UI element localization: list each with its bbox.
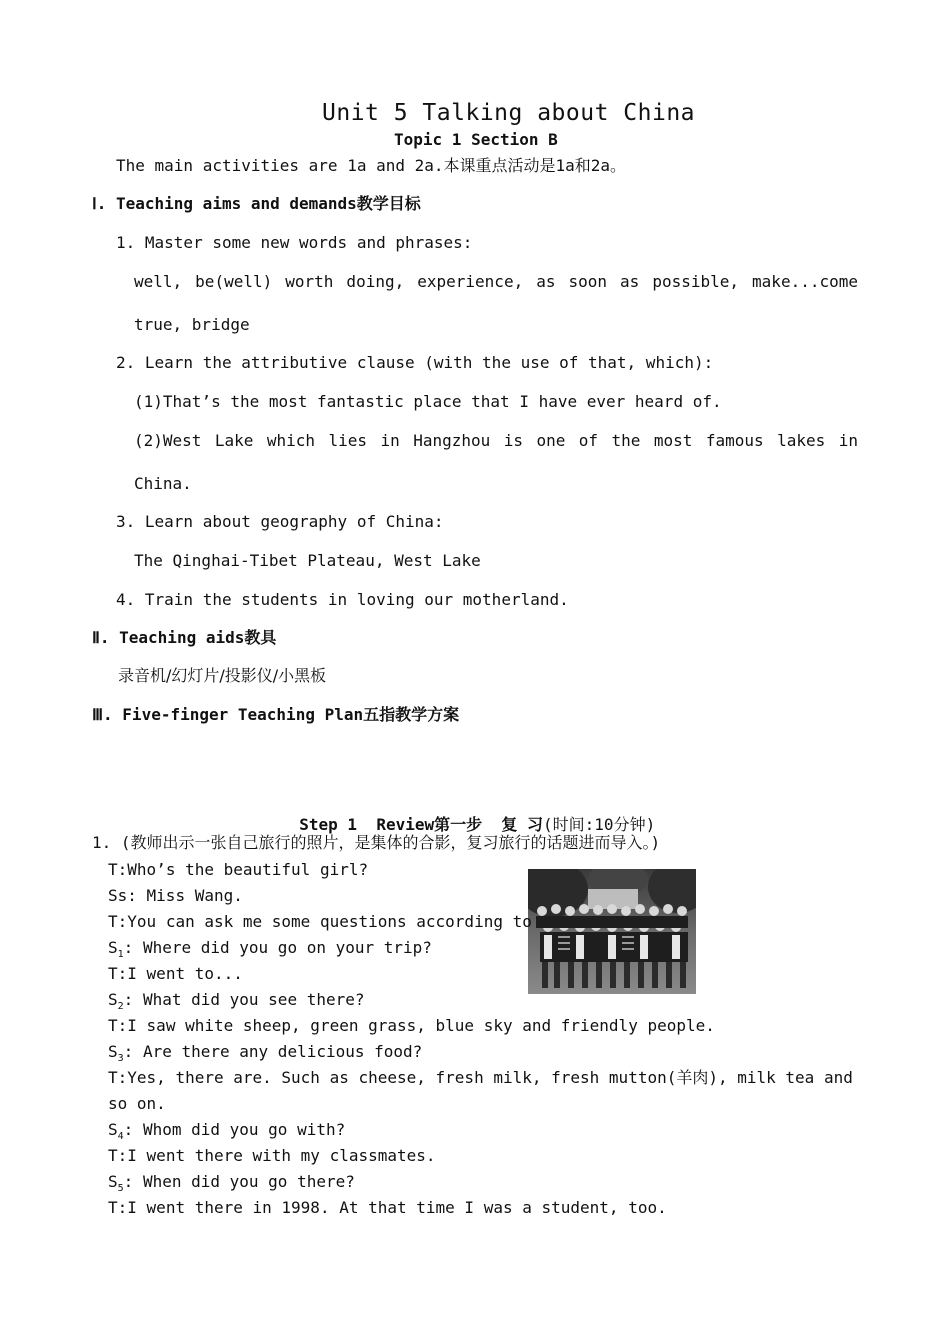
section-heading-plan: Ⅲ. Five-finger Teaching Plan五指教学方案 [92, 705, 460, 724]
dialogue-line [108, 1094, 166, 1114]
section-heading-aims: Ⅰ. Teaching aims and demands教学目标 [92, 194, 421, 213]
aim-item-4: 4. Train the students in loving our motherland. [116, 590, 569, 609]
step-instruction: 1. (教师出示一张自己旅行的照片，是集体的合影，复习旅行的话题进而导入。) [92, 833, 661, 852]
dialogue-colon: : [123, 938, 134, 957]
dialogue-speaker-number: 2 [117, 1001, 124, 1013]
dialogue-speaker: T [108, 1068, 118, 1087]
dialogue-line [108, 886, 243, 906]
dialogue-colon: : [127, 886, 137, 905]
dialogue-line [108, 860, 368, 880]
dialogue-text: What did you see there? [133, 990, 365, 1009]
dialogue-text: so on. [108, 1094, 166, 1113]
group-photo [528, 869, 696, 994]
dialogue-speaker: Ss [108, 886, 128, 905]
dialogue-text: I went to... [127, 964, 243, 983]
page-subtitle: Topic 1 Section B [394, 130, 558, 149]
dialogue-line [108, 1172, 355, 1199]
dialogue-colon: : [117, 1198, 128, 1217]
aim-item-2-example-2: (2)West Lake which lies in Hangzhou is one of the most famous lakes in [134, 431, 858, 450]
dialogue-text: I went there with my classmates. [127, 1146, 436, 1165]
dialogue-speaker: T [108, 1198, 118, 1217]
step-heading [280, 795, 655, 835]
dialogue-colon: : [117, 964, 128, 983]
dialogue-speaker-number: 5 [117, 1183, 124, 1195]
dialogue-speaker: T [108, 1016, 118, 1035]
dialogue-line [108, 1198, 667, 1218]
dialogue-speaker: S [108, 1172, 118, 1191]
dialogue-speaker: S [108, 1042, 118, 1061]
dialogue-text: When did you go there? [133, 1172, 355, 1191]
dialogue-colon: : [117, 1068, 128, 1087]
aim-item-1-words-cont: true, bridge [134, 315, 250, 334]
aids-content: 录音机/幻灯片/投影仪/小黑板 [118, 666, 327, 685]
dialogue-colon: : [123, 1172, 134, 1191]
dialogue-speaker: T [108, 1146, 118, 1165]
step-heading-label: Step 1 Review第一步 复 习 [299, 815, 544, 834]
dialogue-line [108, 990, 365, 1017]
dialogue-text: I saw white sheep, green grass, blue sky and friendly people. [127, 1016, 715, 1035]
dialogue-colon: : [123, 1042, 134, 1061]
dialogue-text: Where did you go on your trip? [133, 938, 432, 957]
dialogue-speaker: T [108, 964, 118, 983]
dialogue-speaker: S [108, 990, 118, 1009]
section-heading-aids: Ⅱ. Teaching aids教具 [92, 628, 277, 647]
dialogue-line [108, 1042, 422, 1069]
dialogue-line [108, 912, 532, 932]
aim-item-1: 1. Master some new words and phrases: [116, 233, 473, 252]
dialogue-text: Miss Wang. [136, 886, 243, 905]
aim-item-2-example-2-cont: China. [134, 474, 192, 493]
dialogue-text: Are there any delicious food? [133, 1042, 423, 1061]
dialogue-speaker-number: 4 [117, 1131, 124, 1143]
dialogue-colon: : [117, 860, 128, 879]
dialogue-speaker-number: 1 [117, 949, 124, 961]
dialogue-text: I went there in 1998. At that time I was a student, too. [127, 1198, 667, 1217]
aim-item-2: 2. Learn the attributive clause (with the use of that, which): [116, 353, 714, 372]
dialogue-line [108, 1146, 436, 1166]
dialogue-speaker: T [108, 912, 118, 931]
aim-item-3-detail: The Qinghai-Tibet Plateau, West Lake [134, 551, 481, 570]
dialogue-speaker: S [108, 1120, 118, 1139]
step-heading-time: (时间:10分钟) [543, 815, 656, 834]
dialogue-speaker-number: 3 [117, 1053, 124, 1065]
page-title: Unit 5 Talking about China [322, 100, 696, 126]
dialogue-line [108, 1016, 715, 1036]
dialogue-colon: : [123, 990, 134, 1009]
dialogue-colon: : [117, 912, 128, 931]
dialogue-line [108, 938, 432, 965]
dialogue-colon: : [123, 1120, 134, 1139]
dialogue-text: Who’s the beautiful girl? [127, 860, 369, 879]
dialogue-speaker: S [108, 938, 118, 957]
aim-item-3: 3. Learn about geography of China: [116, 512, 444, 531]
dialogue-speaker: T [108, 860, 118, 879]
aim-item-2-example-1: (1)That’s the most fantastic place that I have ever heard of. [134, 392, 722, 411]
intro-text: The main activities are 1a and 2a.本课重点活动是1a和2a。 [116, 156, 627, 175]
dialogue-line [108, 1120, 345, 1147]
dialogue-text: You can ask me some questions according to [127, 912, 532, 931]
dialogue-text: Whom did you go with? [133, 1120, 346, 1139]
dialogue-line [108, 964, 243, 984]
dialogue-text: Yes, there are. Such as cheese, fresh milk, fresh mutton(羊肉), milk tea and [127, 1068, 853, 1087]
aim-item-1-words: well, be(well) worth doing, experience, as soon as possible, make...come [134, 272, 858, 291]
dialogue-line [108, 1068, 853, 1088]
dialogue-colon: : [117, 1016, 128, 1035]
dialogue-colon: : [117, 1146, 128, 1165]
